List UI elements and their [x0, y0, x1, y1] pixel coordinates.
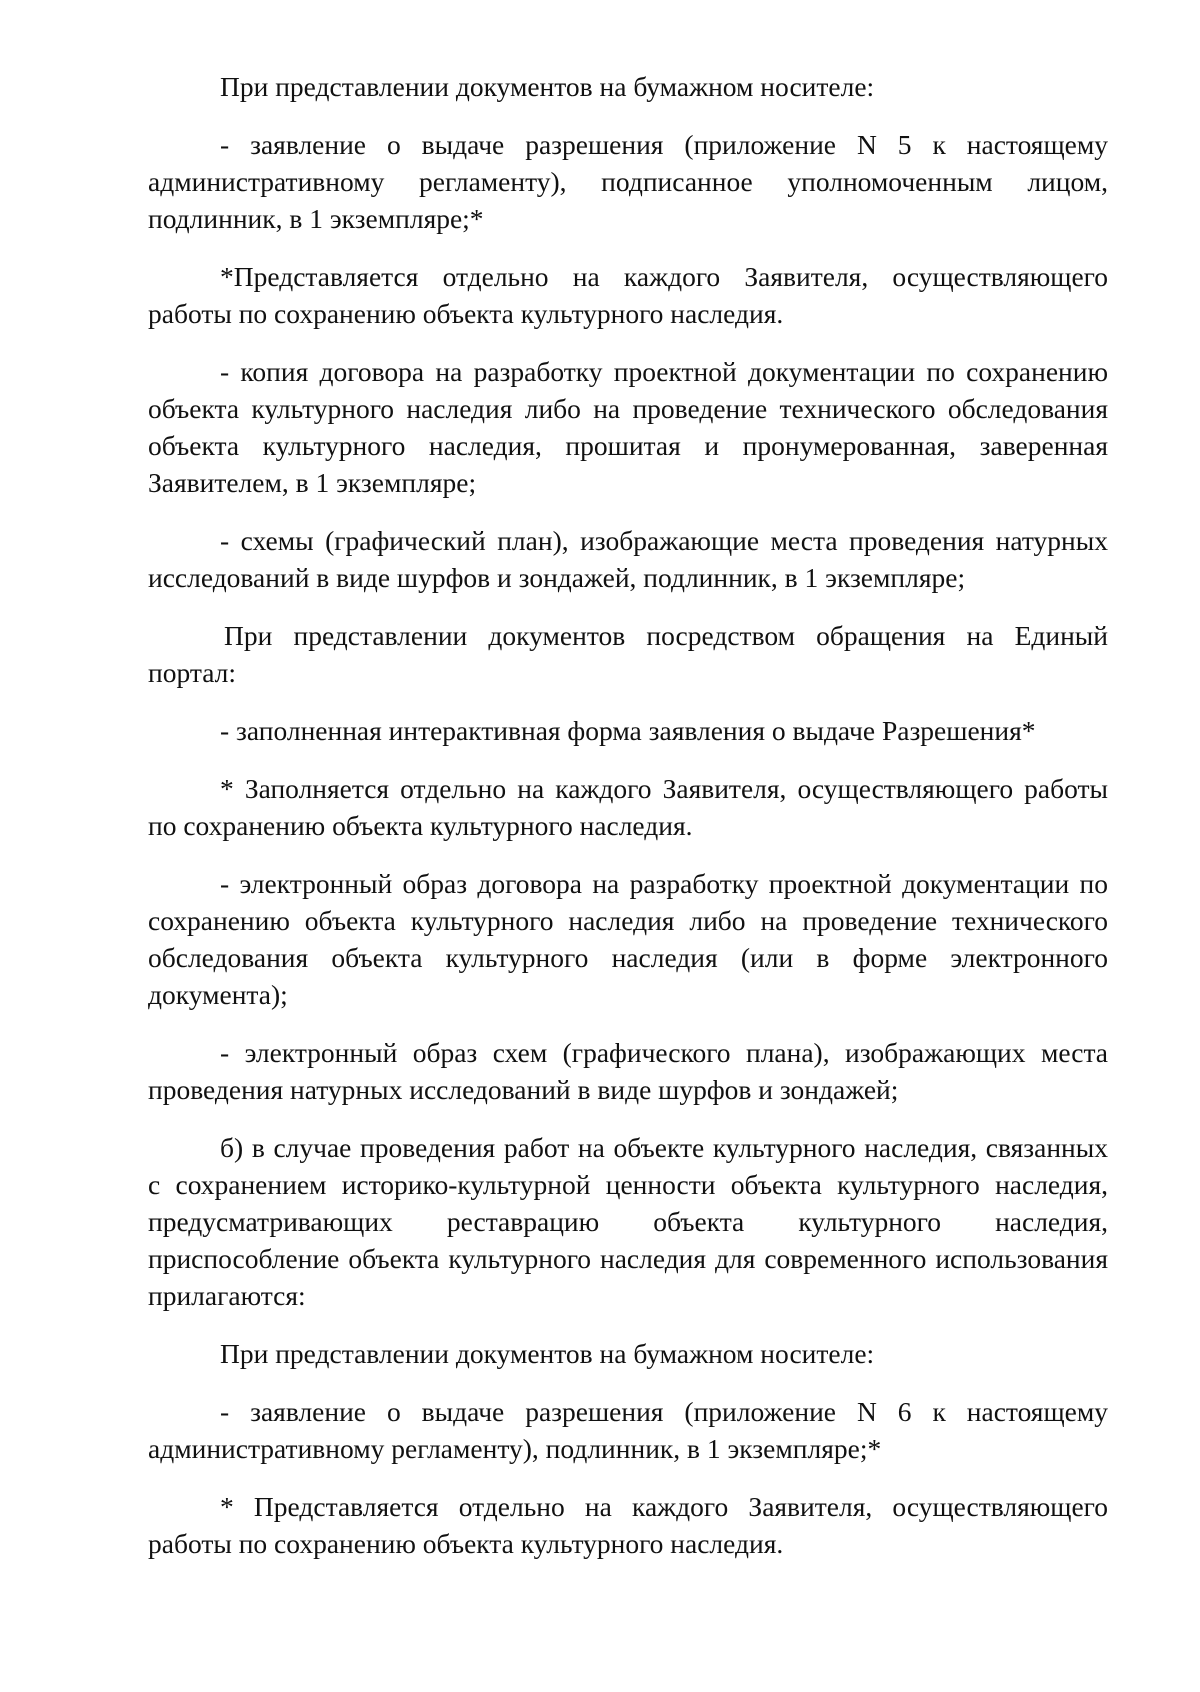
document-body [148, 68, 1108, 1583]
footnote-note: *Представляется отдельно на каждого Заявителя, осуществляющего работы по сохранению объекта культурного наследия. [148, 261, 1108, 329]
subsection-b: б) в случае проведения работ на объекте культурного наследия, связанных с сохранением историко-культурной ценности объекта культурного наследия, предусматривающих реставрацию объекта культурного наследия, приспособление объекта культурного наследия для современного использования прилагаются: [148, 1132, 1108, 1311]
portal-submission-heading: При представлении документов посредством обращения на Единый портал: [148, 620, 1108, 688]
paper-submission-heading: При представлении документов на бумажном носителе: [220, 1338, 875, 1369]
footnote-note: * Заполняется отдельно на каждого Заявителя, осуществляющего работы по сохранению объекта культурного наследия. [148, 773, 1108, 841]
interactive-form-item: - заполненная интерактивная форма заявления о выдаче Разрешения* [220, 715, 1036, 746]
contract-copy-item: - копия договора на разработку проектной документации по сохранению объекта культурного наследия либо на проведение технического обследования объекта культурного наследия, прошитая и пронумерованная, заверенная Заявителем, в 1 экземпляре; [148, 356, 1108, 498]
application-item: - заявление о выдаче разрешения (приложение N 5 к настоящему административному регламенту), подписанное уполномоченным лицом, подлинник, в 1 экземпляре;* [148, 129, 1108, 234]
paper-submission-heading: При представлении документов на бумажном носителе: [220, 71, 875, 102]
footnote-note: * Представляется отдельно на каждого Заявителя, осуществляющего работы по сохранению объекта культурного наследия. [148, 1491, 1108, 1559]
schemes-item: - схемы (графический план), изображающие места проведения натурных исследований в виде шурфов и зондажей, подлинник, в 1 экземпляре; [148, 525, 1108, 593]
electronic-schemes-item: - электронный образ схем (графического плана), изображающих места проведения натурных исследований в виде шурфов и зондажей; [148, 1037, 1108, 1105]
application-item: - заявление о выдаче разрешения (приложение N 6 к настоящему административному регламенту), подлинник, в 1 экземпляре;* [148, 1396, 1108, 1464]
electronic-contract-item: - электронный образ договора на разработку проектной документации по сохранению объекта культурного наследия либо на проведение технического обследования объекта культурного наследия (или в форме электронного документа); [148, 868, 1108, 1010]
